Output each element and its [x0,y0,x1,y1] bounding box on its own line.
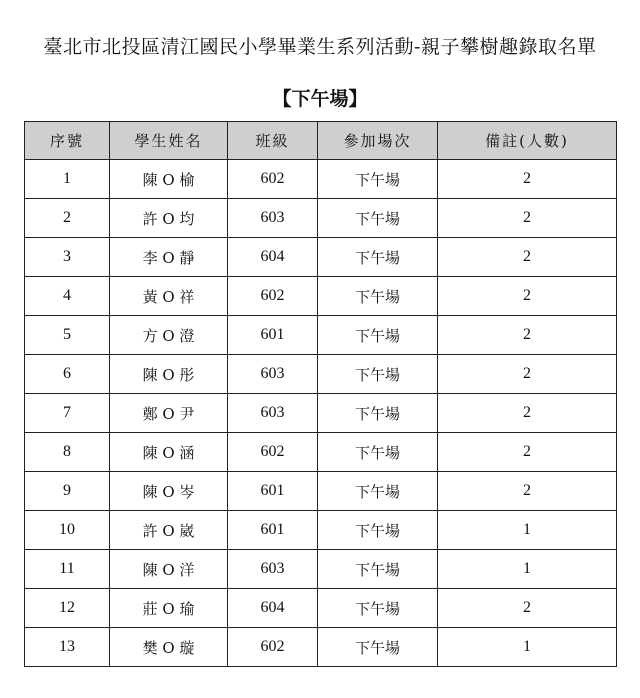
table-row [25,628,617,667]
cell-serial: 10 [25,511,110,550]
cell-serial: 5 [25,316,110,355]
cell-session: 下午場 [318,628,438,667]
cell-note: 2 [438,199,617,238]
cell-student-name: 李 O 靜 [110,238,228,277]
cell-session: 下午場 [318,472,438,511]
cell-note: 2 [438,589,617,628]
cell-note: 1 [438,550,617,589]
table-row [25,589,617,628]
table-row [25,433,617,472]
table-row [25,277,617,316]
cell-class: 602 [228,277,318,316]
cell-student-name: 陳 O 涵 [110,433,228,472]
cell-note: 2 [438,472,617,511]
cell-session: 下午場 [318,277,438,316]
cell-student-name: 樊 O 璇 [110,628,228,667]
table-row [25,160,617,199]
admission-table [24,121,617,667]
cell-student-name: 許 O 崴 [110,511,228,550]
table-row [25,355,617,394]
cell-class: 603 [228,355,318,394]
cell-class: 603 [228,199,318,238]
cell-student-name: 陳 O 彤 [110,355,228,394]
cell-note: 2 [438,316,617,355]
cell-serial: 8 [25,433,110,472]
cell-session: 下午場 [318,394,438,433]
cell-note: 2 [438,394,617,433]
table-row [25,238,617,277]
cell-session: 下午場 [318,433,438,472]
cell-student-name: 莊 O 瑜 [110,589,228,628]
cell-class: 603 [228,550,318,589]
table-row [25,316,617,355]
cell-student-name: 陳 O 榆 [110,160,228,199]
document-title: 臺北市北投區清江國民小學畢業生系列活動-親子攀樹趣錄取名單 [43,36,597,58]
session-heading: 【下午場】 [272,88,368,110]
cell-serial: 11 [25,550,110,589]
cell-student-name: 黃 O 祥 [110,277,228,316]
table-header-row [25,122,617,160]
cell-note: 2 [438,355,617,394]
cell-serial: 6 [25,355,110,394]
cell-serial: 13 [25,628,110,667]
cell-note: 1 [438,511,617,550]
header-note: 備註(人數) [438,122,617,160]
cell-class: 604 [228,589,318,628]
cell-note: 2 [438,238,617,277]
cell-session: 下午場 [318,511,438,550]
cell-serial: 3 [25,238,110,277]
cell-class: 603 [228,394,318,433]
header-serial: 序號 [25,122,110,160]
cell-session: 下午場 [318,316,438,355]
cell-session: 下午場 [318,550,438,589]
cell-student-name: 陳 O 岑 [110,472,228,511]
table-row [25,199,617,238]
cell-class: 604 [228,238,318,277]
cell-session: 下午場 [318,199,438,238]
cell-student-name: 方 O 澄 [110,316,228,355]
cell-session: 下午場 [318,160,438,199]
cell-note: 2 [438,277,617,316]
cell-serial: 9 [25,472,110,511]
table-body [25,160,617,667]
header-session: 參加場次 [318,122,438,160]
cell-session: 下午場 [318,238,438,277]
cell-serial: 12 [25,589,110,628]
cell-class: 602 [228,628,318,667]
header-student-name: 學生姓名 [110,122,228,160]
cell-student-name: 鄭 O 尹 [110,394,228,433]
table-row [25,394,617,433]
cell-class: 601 [228,472,318,511]
table-row [25,511,617,550]
cell-serial: 4 [25,277,110,316]
cell-serial: 1 [25,160,110,199]
cell-serial: 7 [25,394,110,433]
cell-serial: 2 [25,199,110,238]
cell-class: 601 [228,316,318,355]
cell-student-name: 陳 O 洋 [110,550,228,589]
table-row [25,550,617,589]
cell-session: 下午場 [318,589,438,628]
header-class: 班級 [228,122,318,160]
cell-student-name: 許 O 均 [110,199,228,238]
table-row [25,472,617,511]
cell-session: 下午場 [318,355,438,394]
cell-class: 602 [228,433,318,472]
cell-note: 1 [438,628,617,667]
cell-note: 2 [438,433,617,472]
cell-class: 601 [228,511,318,550]
cell-note: 2 [438,160,617,199]
cell-class: 602 [228,160,318,199]
